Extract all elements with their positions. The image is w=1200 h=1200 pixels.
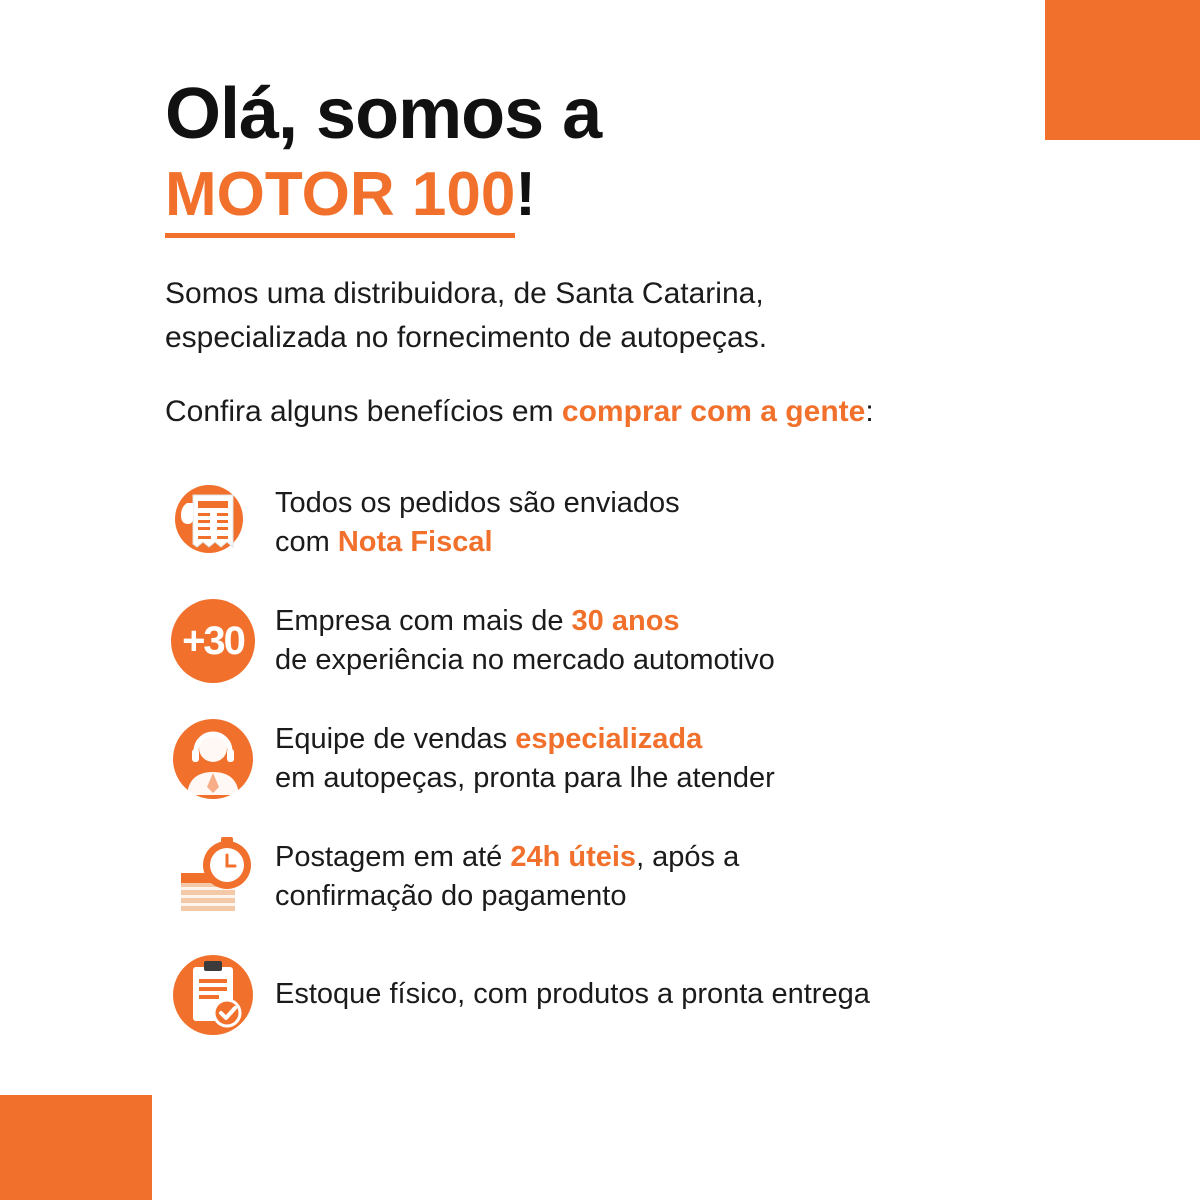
list-item-line-2-highlight: Nota Fiscal xyxy=(337,526,493,558)
benefits-intro-line xyxy=(165,395,1165,429)
orange-circle-badge xyxy=(171,599,255,683)
intro-line-1: Somos uma distribuidora, de Santa Catarina, xyxy=(165,277,764,310)
list-item-line-1-text: Postagem em até xyxy=(275,840,511,873)
list-item-line-2-text: de experiência no mercado automotivo xyxy=(275,644,775,676)
list-item-text xyxy=(261,975,870,1014)
list-item-line-2 xyxy=(275,877,739,916)
clipboard-check-icon xyxy=(165,947,261,1043)
list-item-line-2-text: em autopeças, pronta para lhe atender xyxy=(275,762,775,794)
list-item-line-2-text: com xyxy=(275,526,338,558)
list-item-line-1 xyxy=(275,720,775,759)
list-item-line-1 xyxy=(275,602,775,641)
decoration-square-bottom-left xyxy=(0,1095,152,1200)
page-title xyxy=(165,74,1165,229)
list-item-line-1-highlight: especializada xyxy=(515,722,703,755)
intro-paragraph xyxy=(165,272,1165,359)
list-item-line-1-text: Equipe de vendas xyxy=(275,722,516,755)
list-item-line-1-text: Todos os pedidos são enviados xyxy=(275,486,680,519)
list-item-line-1 xyxy=(275,975,870,1014)
benefits-intro-highlight: comprar com a gente xyxy=(561,395,866,428)
list-item xyxy=(165,827,1165,927)
headline-line-2 xyxy=(165,160,1165,229)
list-item-line-1-text: Estoque físico, com produtos a pronta entrega xyxy=(275,978,870,1011)
box-stopwatch-icon xyxy=(165,829,261,925)
list-item-line-2 xyxy=(275,523,680,562)
headset-agent-icon xyxy=(165,711,261,807)
plus-thirty-badge-icon xyxy=(165,593,261,689)
list-item-line-1-highlight: 24h úteis xyxy=(510,840,637,873)
list-item-line-1-suffix: , após a xyxy=(636,840,740,873)
list-item-line-1-highlight: 30 anos xyxy=(571,604,680,637)
intro-line-2: especializada no fornecimento de autopeças. xyxy=(165,320,768,354)
badge-label: +30 xyxy=(182,618,244,663)
receipt-icon xyxy=(165,475,261,571)
content-container xyxy=(165,0,1165,1063)
list-item xyxy=(165,473,1165,573)
brand-name: MOTOR 100 xyxy=(165,160,515,238)
list-item-text xyxy=(261,720,775,798)
list-item-text xyxy=(261,484,680,562)
headline-exclamation: ! xyxy=(515,160,536,229)
list-item xyxy=(165,945,1165,1045)
headline-line-1: Olá, somos a xyxy=(165,74,602,154)
list-item xyxy=(165,709,1165,809)
benefits-list xyxy=(165,473,1165,1045)
benefits-intro-suffix: : xyxy=(865,395,874,428)
list-item-line-1-text: Empresa com mais de xyxy=(275,604,572,637)
list-item-line-1 xyxy=(275,484,680,523)
list-item-line-1 xyxy=(275,838,739,877)
list-item-line-2 xyxy=(275,759,775,798)
benefits-intro-prefix: Confira alguns benefícios em xyxy=(165,395,562,428)
list-item-text xyxy=(261,602,775,680)
list-item-line-2 xyxy=(275,641,775,680)
list-item-text xyxy=(261,838,739,916)
list-item xyxy=(165,591,1165,691)
list-item-line-2-text: confirmação do pagamento xyxy=(275,880,627,912)
